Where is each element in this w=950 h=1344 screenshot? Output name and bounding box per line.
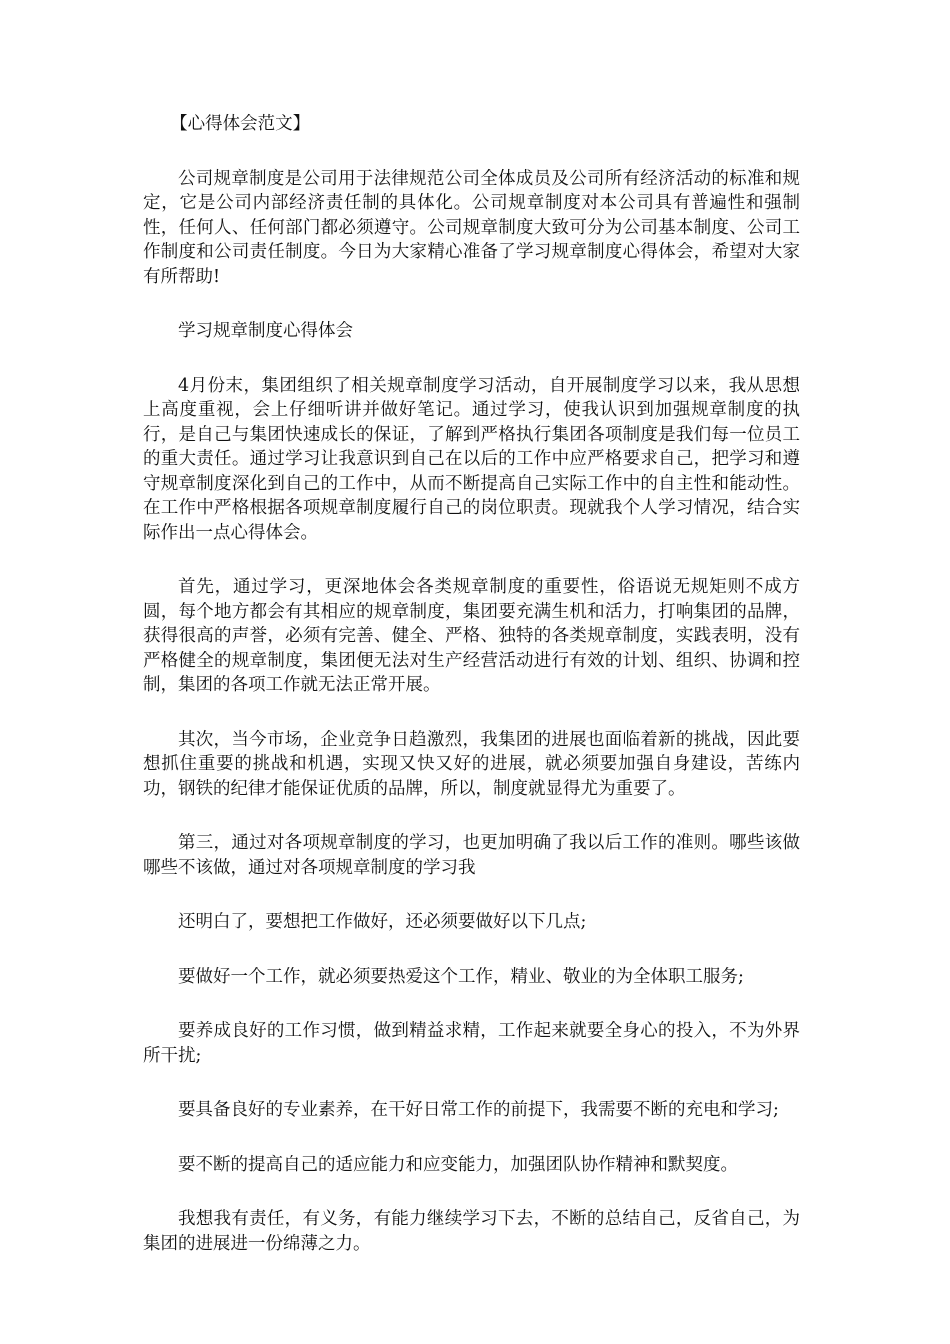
body-paragraph: 要做好一个工作，就必须要热爱这个工作，精业、敬业的为全体职工服务; bbox=[178, 966, 744, 987]
body-paragraph: 4月份末，集团组织了相关规章制度学习活动，自开展制度学习以来，我从思想上高度重视，会上仔细听讲并做好笔记。通过学习，使我认识到加强规章制度的执行，是自己与集团快速成长的保证，了解到严格执行集团各项制度是我们每一位员工的重大责任。通过学习让我意识到自己在以后的工作中应严格要求自己，把学习和遵守规章制度深化到自己的工作中，从而不断提高自己实际工作中的自主性和能动性。在工作中严格根据各项规章制度履行自己的岗位职责。现就我个人学习情况，结合实际作出一点心得体会。 bbox=[143, 375, 800, 543]
article-title: 学习规章制度心得体会 bbox=[178, 321, 353, 341]
document-heading: 【心得体会范文】 bbox=[170, 114, 311, 134]
body-paragraph: 首先，通过学习，更深地体会各类规章制度的重要性，俗语说无规矩则不成方圆，每个地方都会有其相应的规章制度，集团要充满生机和活力，打响集团的品牌，获得很高的声誉，必须有完善、健全、严格、独特的各类规章制度，实践表明，没有严格健全的规章制度，集团便无法对生产经营活动进行有效的计划、组织、协调和控制，集团的各项工作就无法正常开展。 bbox=[143, 577, 800, 695]
body-paragraph: 要养成良好的工作习惯，做到精益求精，工作起来就要全身心的投入，不为外界所干扰; bbox=[143, 1021, 800, 1066]
body-paragraph: 要具备良好的专业素养，在干好日常工作的前提下，我需要不断的充电和学习; bbox=[178, 1100, 779, 1120]
body-paragraph: 要不断的提高自己的适应能力和应变能力，加强团队协作精神和默契度。 bbox=[178, 1154, 738, 1175]
body-paragraph: 第三，通过对各项规章制度的学习，也更加明确了我以后工作的准则。哪些该做哪些不该做，通过对各项规章制度的学习我 bbox=[143, 833, 800, 878]
body-paragraph: 我想我有责任，有义务，有能力继续学习下去，不断的总结自己，反省自己，为集团的进展进一份绵薄之力。 bbox=[143, 1209, 800, 1254]
intro-paragraph: 公司规章制度是公司用于法律规范公司全体成员及公司所有经济活动的标准和规定，它是公司内部经济责任制的具体化。公司规章制度对本公司具有普遍性和强制性，任何人、任何部门都必须遵守。公司规章制度大致可分为公司基本制度、公司工作制度和公司责任制度。今日为大家精心准备了学习规章制度心得体会，希望对大家有所帮助! bbox=[143, 168, 800, 287]
body-paragraph: 还明白了，要想把工作做好，还必须要做好以下几点; bbox=[178, 912, 587, 932]
body-paragraph: 其次，当今市场，企业竞争日趋激烈，我集团的进展也面临着新的挑战，因此要想抓住重要的挑战和机遇，实现又快又好的进展，就必须要加强自身建设，苦练内功，钢铁的纪律才能保证优质的品牌，所以，制度就显得尤为重要了。 bbox=[143, 729, 800, 799]
document-body bbox=[143, 112, 800, 1286]
